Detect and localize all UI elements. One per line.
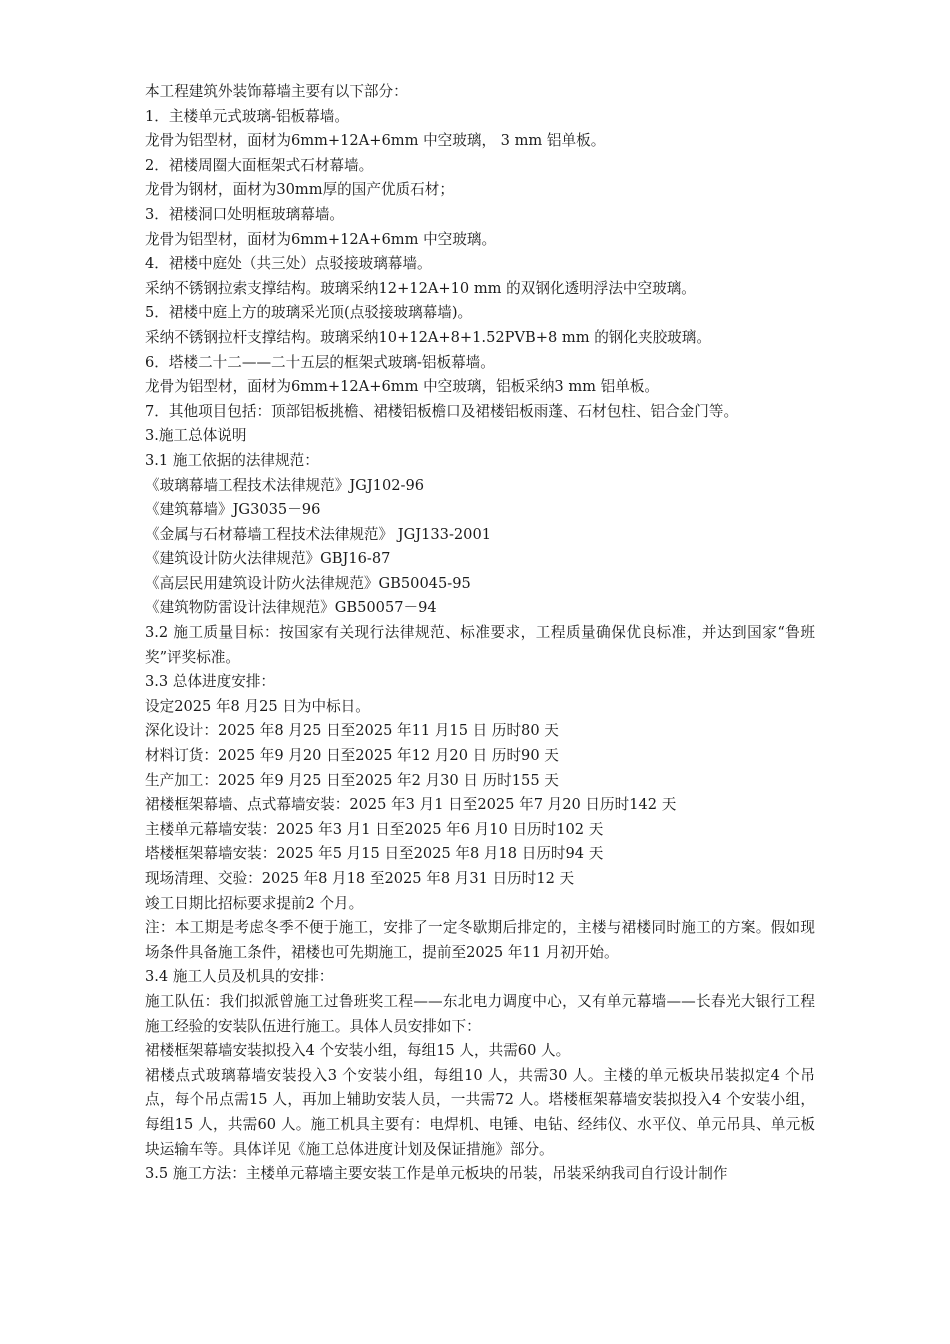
schedule-line: 主楼单元幕墙安装：2025 年3 月1 日至2025 年6 月10 日历时102 天 bbox=[145, 820, 604, 838]
standard-line: 《玻璃幕墙工程技术法律规范》JGJ102-96 bbox=[145, 476, 425, 494]
schedule-line: 现场清理、交验：2025 年8 月18 至2025 年8 月31 日历时12 天 bbox=[145, 870, 575, 887]
item-4-detail: 采纳不锈钢拉索支撑结构。玻璃采纳12+12A+10 mm 的双钢化透明浮法中空玻璃。 bbox=[145, 279, 696, 297]
team-paragraph: 施工队伍：我们拟派曾施工过鲁班奖工程——东北电力调度中心，又有单元幕墙——长春光大银行工程施工经验的安装队伍进行施工。具体人员安排如下： bbox=[145, 992, 815, 1035]
item-1-detail: 龙骨为铝型材，面材为6mm+12A+6mm 中空玻璃， 3 mm 铝单板。 bbox=[145, 132, 606, 150]
point-team-paragraph: 裙楼点式玻璃幕墙安装投入3 个安装小组，每组10 人，共需30 人。主楼的单元板块吊装拟定4 个吊点，每个吊点需15 人，再加上辅助安装人员，一共需72 人。塔楼框架幕墙安装拟投入4 个安装小组，每组15 人，共需60 人。施工机具主要有：电焊机、电锤、电钻、经纬仪、水平仪、单元吊具、单元板块运输车等。具体详见《施工总体进度计划及保证措施》部分。 bbox=[145, 1066, 815, 1158]
section-3-5-line: 3.5 施工方法：主楼单元幕墙主要安装工作是单元板块的吊装，吊装采纳我司自行设计制作 bbox=[145, 1165, 728, 1183]
item-6-detail: 龙骨为铝型材，面材为6mm+12A+6mm 中空玻璃，铝板采纳3 mm 铝单板。 bbox=[145, 378, 660, 396]
item-3-detail: 龙骨为铝型材，面材为6mm+12A+6mm 中空玻璃。 bbox=[145, 230, 497, 248]
standard-line: 《高层民用建筑设计防火法律规范》GB50045-95 bbox=[145, 574, 471, 592]
standard-line: 《金属与石材幕墙工程技术法律规范》 JGJ133-2001 bbox=[145, 525, 492, 543]
frame-team-line: 裙楼框架幕墙安装拟投入4 个安装小组，每组15 人，共需60 人。 bbox=[145, 1042, 571, 1060]
schedule-line: 生产加工：2025 年9 月25 日至2025 年2 月30 日 历时155 天 bbox=[145, 771, 559, 789]
item-1-heading: 1．主楼单元式玻璃-铝板幕墙。 bbox=[145, 107, 349, 125]
schedule-line: 裙楼框架幕墙、点式幕墙安装：2025 年3 月1 日至2025 年7 月20 日历时142 天 bbox=[145, 796, 677, 814]
schedule-line: 竣工日期比招标要求提前2 个月。 bbox=[145, 894, 364, 912]
item-5-detail: 采纳不锈钢拉杆支撑结构。玻璃采纳10+12A+8+1.52PVB+8 mm 的钢化夹胶玻璃。 bbox=[145, 328, 711, 346]
intro-line: 本工程建筑外装饰幕墙主要有以下部分： bbox=[145, 83, 408, 100]
section-3-4-heading: 3.4 施工人员及机具的安排： bbox=[145, 968, 334, 986]
schedule-line: 材料订货：2025 年9 月20 日至2025 年12 月20 日 历时90 天 bbox=[145, 747, 559, 765]
standard-line: 《建筑幕墙》JG3035－96 bbox=[145, 501, 321, 519]
item-6-heading: 6．塔楼二十二——二十五层的框架式玻璃-铝板幕墙。 bbox=[145, 353, 495, 371]
item-3-heading: 3．裙楼洞口处明框玻璃幕墙。 bbox=[145, 205, 345, 223]
schedule-line: 深化设计：2025 年8 月25 日至2025 年11 月15 日 历时80 天 bbox=[145, 722, 559, 740]
section-3-heading: 3.施工总体说明 bbox=[145, 427, 247, 445]
section-3-3-heading: 3.3 总体进度安排： bbox=[145, 673, 276, 691]
item-5-heading: 5．裙楼中庭上方的玻璃采光顶(点驳接玻璃幕墙)。 bbox=[145, 304, 473, 322]
schedule-note-paragraph: 注：本工期是考虑冬季不便于施工，安排了一定冬歇期后排定的，主楼与裙楼同时施工的方案。假如现场条件具备施工条件，裙楼也可先期施工，提前至2025 年11 月初开始。 bbox=[145, 919, 815, 961]
item-2-heading: 2．裙楼周圈大面框架式石材幕墙。 bbox=[145, 156, 374, 174]
schedule-line: 设定2025 年8 月25 日为中标日。 bbox=[145, 697, 370, 715]
item-4-heading: 4．裙楼中庭处（共三处）点驳接玻璃幕墙。 bbox=[145, 255, 432, 273]
section-3-1-heading: 3.1 施工依据的法律规范： bbox=[145, 451, 319, 469]
quality-target-paragraph: 3.2 施工质量目标：按国家有关现行法律规范、标准要求，工程质量确保优良标准，并达到国家“鲁班奖”评奖标准。 bbox=[145, 624, 815, 666]
item-7-line: 7．其他项目包括：顶部铝板挑檐、裙楼铝板檐口及裙楼铝板雨蓬、石材包柱、铝合金门等。 bbox=[145, 402, 739, 420]
standard-line: 《建筑设计防火法律规范》GBJ16-87 bbox=[145, 550, 391, 568]
document-body bbox=[145, 80, 815, 1187]
item-2-detail: 龙骨为钢材，面材为30mm厚的国产优质石材； bbox=[145, 181, 454, 199]
standard-line: 《建筑物防雷设计法律规范》GB50057－94 bbox=[145, 599, 437, 617]
schedule-line: 塔楼框架幕墙安装：2025 年5 月15 日至2025 年8 月18 日历时94 天 bbox=[145, 845, 604, 863]
